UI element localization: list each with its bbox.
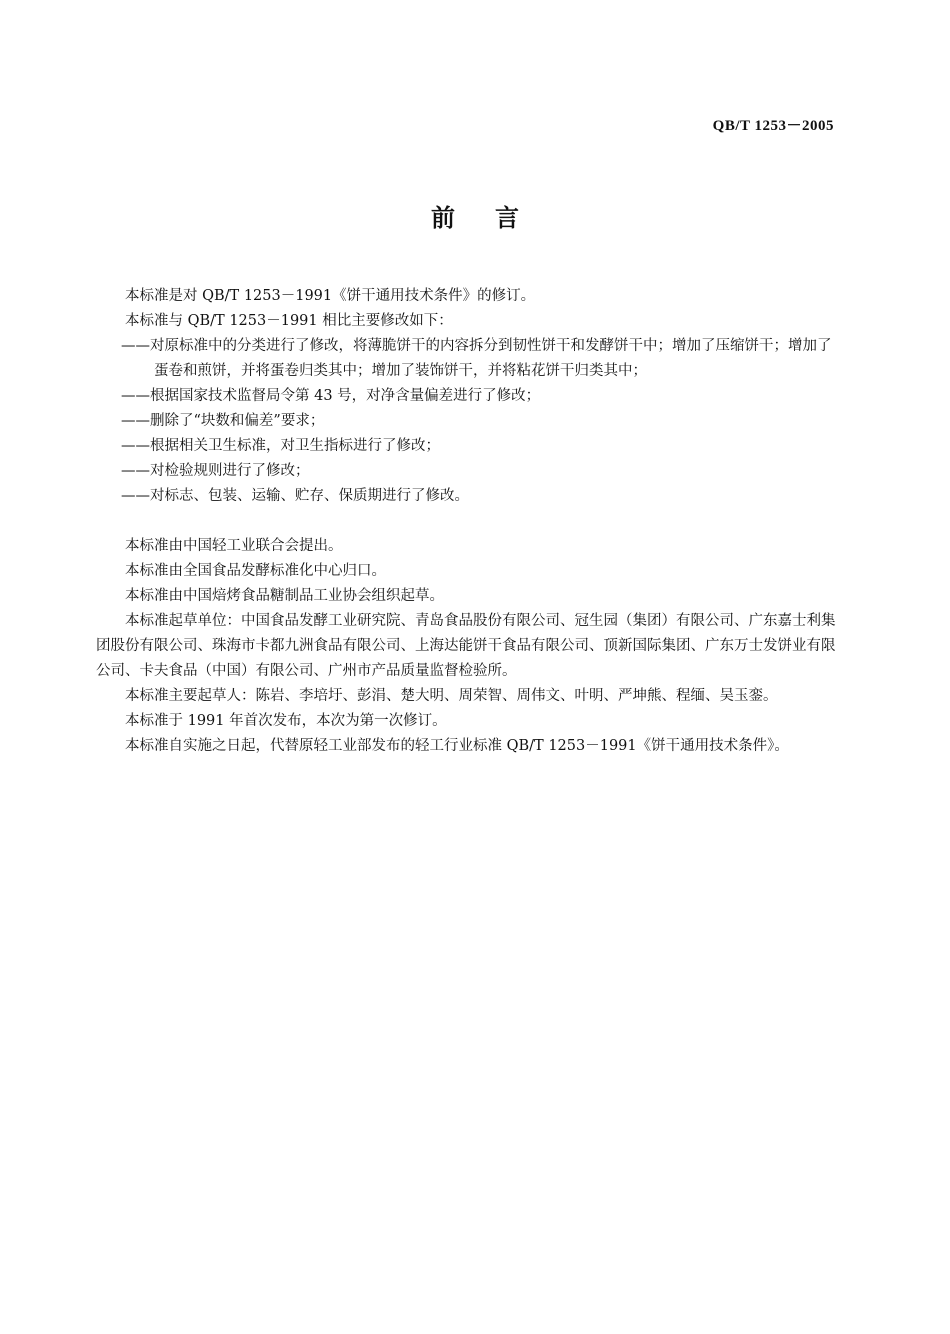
page-title: 前言 (431, 204, 559, 232)
change-item: ——根据国家技术监督局令第 43 号，对净含量偏差进行了修改； (121, 388, 541, 404)
info-paragraph: 本标准于 1991 年首次发布，本次为第一次修订。 (125, 713, 447, 729)
drafters-paragraph: 本标准主要起草人：陈岩、李培圩、彭涓、楚大明、周荣智、周伟文、叶明、严坤熊、程缅、吴玉銮。 (125, 688, 778, 704)
info-paragraph: 本标准由中国轻工业联合会提出。 (125, 538, 343, 554)
info-paragraph: 本标准由中国焙烤食品糖制品工业协会组织起草。 (125, 588, 444, 604)
change-item: ——对标志、包装、运输、贮存、保质期进行了修改。 (121, 488, 469, 504)
drafting-units-paragraph: 本标准起草单位：中国食品发酵工业研究院、青岛食品股份有限公司、冠生园（集团）有限公司、广东嘉士利集团股份有限公司、珠海市卡都九洲食品有限公司、上海达能饼干食品有限公司、顶新国际集团、广东万士发饼业有限公司、卡夫食品（中国）有限公司、广州市产品质量监督检验所。 (96, 613, 836, 679)
intro-paragraph: 本标准与 QB/T 1253－1991 相比主要修改如下： (125, 313, 453, 329)
standard-code: QB/T 1253－2005 (712, 118, 834, 134)
foreword-body (96, 284, 840, 759)
change-item: ——删除了“块数和偏差”要求； (121, 413, 325, 429)
change-item: ——根据相关卫生标准，对卫生指标进行了修改； (121, 438, 440, 454)
info-paragraph: 本标准由全国食品发酵标准化中心归口。 (125, 563, 386, 579)
paragraph-spacer (96, 509, 840, 534)
change-item: ——对检验规则进行了修改； (121, 463, 310, 479)
info-paragraph: 本标准自实施之日起，代替原轻工业部发布的轻工行业标准 QB/T 1253－1991《饼干通用技术条件》。 (125, 738, 789, 754)
change-item: ——对原标准中的分类进行了修改，将薄脆饼干的内容拆分到韧性饼干和发酵饼干中；增加了压缩饼干；增加了蛋卷和煎饼，并将蛋卷归类其中；增加了装饰饼干，并将粘花饼干归类其中； (121, 338, 832, 379)
intro-paragraph: 本标准是对 QB/T 1253－1991《饼干通用技术条件》的修订。 (125, 288, 536, 304)
